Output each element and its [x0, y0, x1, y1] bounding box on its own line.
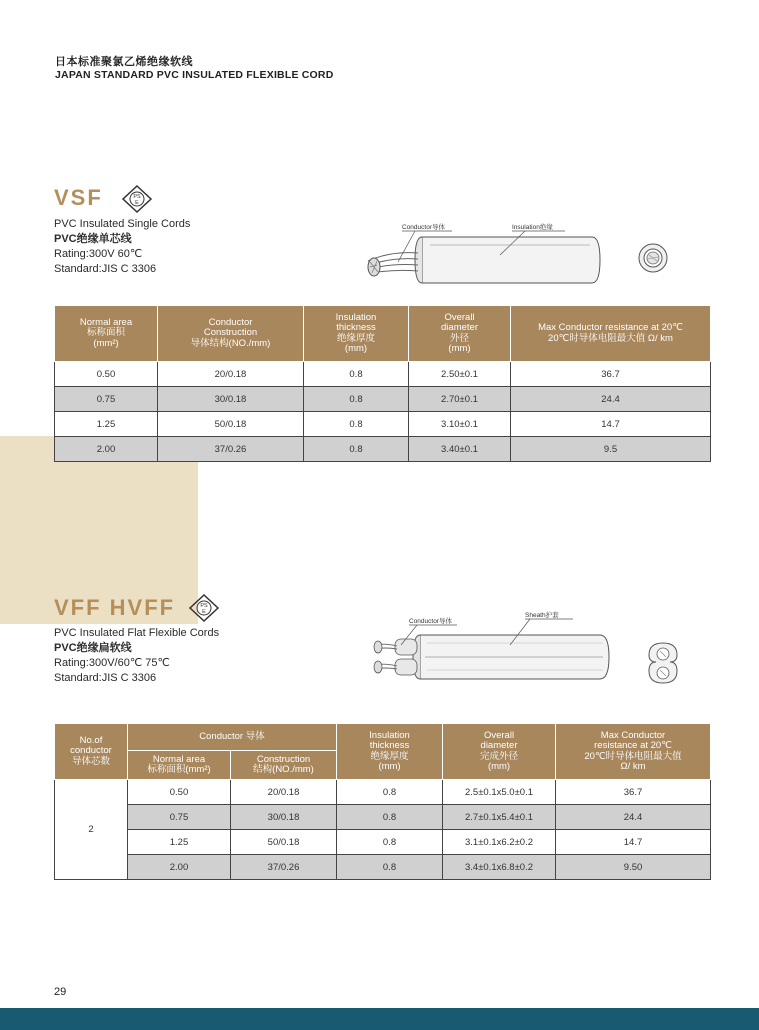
vff-table-header-row: [55, 724, 711, 751]
table-cell: 14.7: [511, 412, 711, 437]
table-cell: 50/0.18: [231, 830, 337, 855]
table-cell: 2.5±0.1x5.0±0.1: [443, 780, 556, 805]
vsf-description: [54, 217, 190, 277]
table-row: [55, 805, 711, 830]
table-row: [55, 387, 711, 412]
table-cell: 1.25: [55, 412, 158, 437]
table-cell: 0.8: [337, 780, 443, 805]
svg-text:PS: PS: [200, 603, 208, 609]
vsf-name-cn: PVC绝缘单芯线: [54, 233, 132, 245]
table-cell: 0.50: [55, 362, 158, 387]
table-cell: 2.7±0.1x5.4±0.1: [443, 805, 556, 830]
vff-rating: Rating:300V/60℃ 75℃: [54, 657, 170, 669]
table-cell: 30/0.18: [158, 387, 304, 412]
table-cell: 0.50: [128, 780, 231, 805]
vff-standard: Standard:JIS C 3306: [54, 672, 157, 684]
table-cell: 0.8: [304, 362, 409, 387]
vsf-spec-table: [54, 305, 711, 462]
table-cell: 37/0.26: [231, 855, 337, 880]
vsf-insulation-label: Insulation绝缘: [512, 224, 553, 231]
vsf-header-diameter: Overall diameter 外径 (mm): [409, 306, 511, 362]
table-cell: 30/0.18: [231, 805, 337, 830]
header-title-en: JAPAN STANDARD PVC INSULATED FLEXIBLE CORD: [55, 69, 334, 81]
table-cell: 0.8: [337, 830, 443, 855]
pse-mark-icon: [121, 184, 153, 214]
table-cell: 0.75: [128, 805, 231, 830]
vsf-header-resistance: Max Conductor resistance at 20℃ 20℃时导体电阻最大值 Ω/ km: [511, 306, 711, 362]
vsf-header-insulation: Insulation thickness 绝缘厚度 (mm): [304, 306, 409, 362]
vff-spec-table: [54, 723, 711, 880]
table-row: [55, 780, 711, 805]
vff-header-area: Normal area 标称面积(mm²): [128, 751, 231, 780]
table-cell: 9.5: [511, 437, 711, 462]
vff-description: [54, 626, 219, 686]
vsf-title: VSF: [54, 185, 103, 210]
table-cell: 0.8: [304, 387, 409, 412]
table-row: [55, 362, 711, 387]
svg-text:E: E: [202, 609, 206, 615]
vff-header-resistance: Max Conductor resistance at 20℃ 20℃时导体电阻最大值 Ω/ km: [556, 724, 711, 780]
table-cell: 2.50±0.1: [409, 362, 511, 387]
svg-text:PS: PS: [133, 194, 141, 200]
vff-header-construction: Construction 结构(NO./mm): [231, 751, 337, 780]
table-cell: 3.4±0.1x6.8±0.2: [443, 855, 556, 880]
pse-mark-icon: [188, 593, 220, 623]
table-cell: 9.50: [556, 855, 711, 880]
svg-text:E: E: [135, 200, 139, 206]
vff-header-diameter: Overall diameter 完成外径 (mm): [443, 724, 556, 780]
vsf-header-area: Normal area 标称面积 (mm²): [55, 306, 158, 362]
page-header: [55, 56, 334, 82]
table-cell: 37/0.26: [158, 437, 304, 462]
page-number: 29: [54, 986, 67, 998]
table-cell: 36.7: [511, 362, 711, 387]
table-row: [55, 437, 711, 462]
table-cell: 2.70±0.1: [409, 387, 511, 412]
table-cell: 0.8: [304, 437, 409, 462]
table-cell: 0.75: [55, 387, 158, 412]
vsf-standard: Standard:JIS C 3306: [54, 263, 157, 275]
vsf-cable-illustration: [360, 215, 680, 285]
table-cell: 14.7: [556, 830, 711, 855]
table-cell: 24.4: [511, 387, 711, 412]
table-cell: 1.25: [128, 830, 231, 855]
table-cell: 24.4: [556, 805, 711, 830]
vff-header-insulation: Insulation thickness 绝缘厚度 (mm): [337, 724, 443, 780]
table-cell: 20/0.18: [231, 780, 337, 805]
vsf-name-en: PVC Insulated Single Cords: [54, 218, 191, 230]
vff-title: VFF HVFF: [54, 595, 176, 620]
table-cell: 0.8: [337, 855, 443, 880]
table-cell: 2.00: [55, 437, 158, 462]
table-cell: 50/0.18: [158, 412, 304, 437]
vsf-rating: Rating:300V 60℃: [54, 248, 143, 260]
table-cell: 0.8: [304, 412, 409, 437]
table-cell: 3.10±0.1: [409, 412, 511, 437]
vff-header-no: No.of conductor 导体芯数: [55, 724, 128, 780]
table-row: [55, 855, 711, 880]
vff-conductor-label: Conductor导体: [409, 618, 452, 625]
table-cell: 0.8: [337, 805, 443, 830]
footer-bar: [0, 1008, 759, 1030]
table-cell: 20/0.18: [158, 362, 304, 387]
table-cell: 3.40±0.1: [409, 437, 511, 462]
vff-name-cn: PVC绝缘扁软线: [54, 642, 132, 654]
vff-name-en: PVC Insulated Flat Flexible Cords: [54, 627, 220, 639]
table-row: [55, 830, 711, 855]
table-row: [55, 412, 711, 437]
vff-no-conductor-cell: 2: [55, 780, 128, 880]
table-cell: 36.7: [556, 780, 711, 805]
table-cell: 2.00: [128, 855, 231, 880]
table-cell: 3.1±0.1x6.2±0.2: [443, 830, 556, 855]
vff-cable-illustration: [365, 605, 695, 700]
vff-sheath-label: Sheath护套: [525, 612, 559, 619]
vff-header-conductor-group: Conductor 导体: [128, 724, 337, 751]
vsf-table-header-row: [55, 306, 711, 362]
header-title-cn: 日本标准聚氯乙烯绝缘软线: [55, 56, 193, 68]
vsf-header-conductor: Conductor Construction 导体结构(NO./mm): [158, 306, 304, 362]
vsf-conductor-label: Conductor导体: [402, 224, 445, 231]
